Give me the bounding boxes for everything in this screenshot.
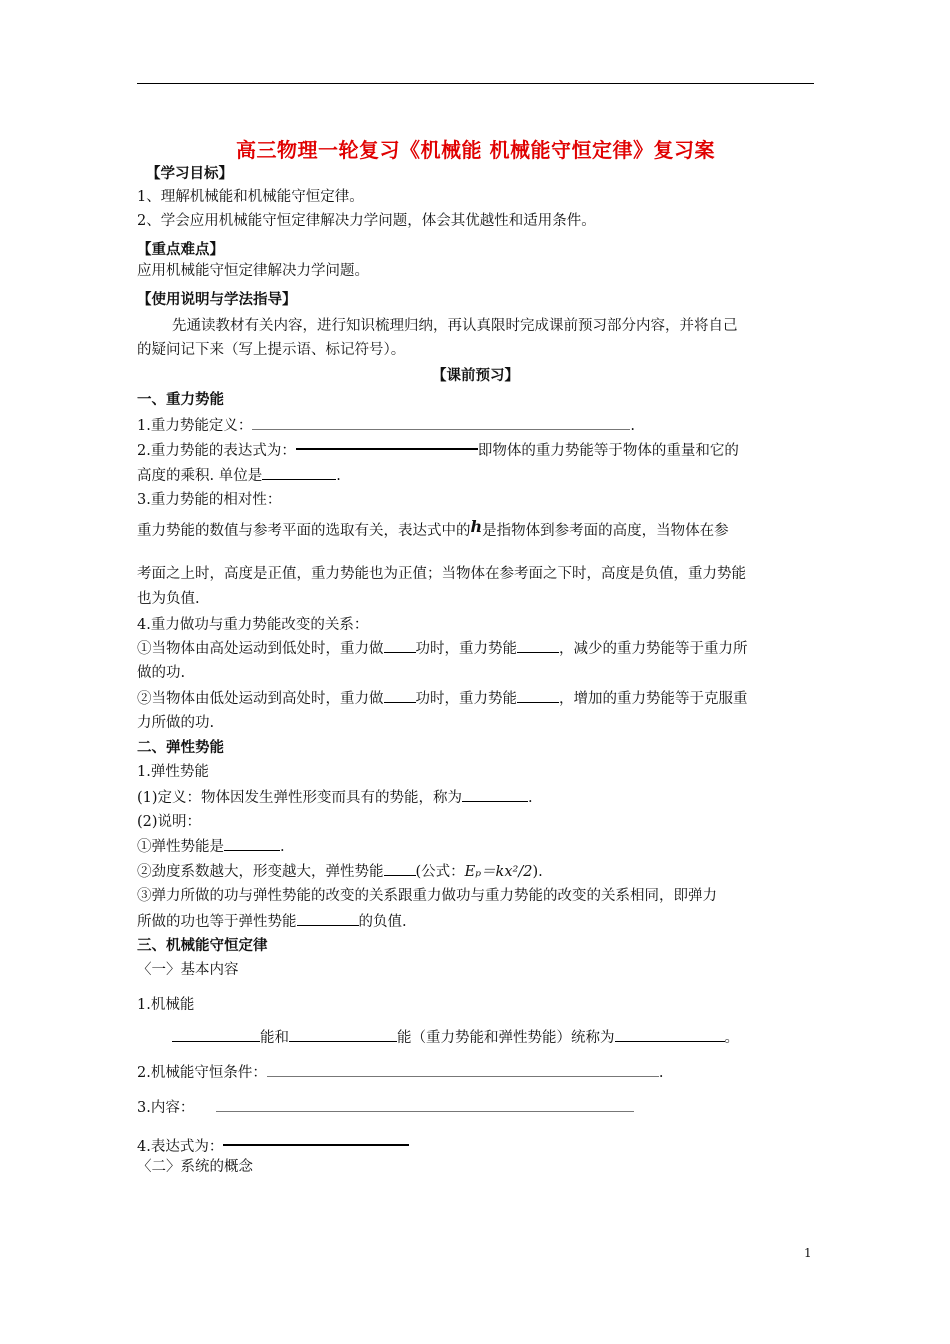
- h-symbol-icon: h: [470, 517, 483, 536]
- s3-m4-label: 4.表达式为：: [137, 1139, 224, 1155]
- s1-para-3: 也为负值.: [137, 591, 200, 607]
- preview-heading: 【课前预习】: [432, 368, 519, 384]
- s2-def-text: (1)定义：物体因发生弹性形变而具有的势能，称为: [137, 790, 463, 806]
- key-text: 应用机械能守恒定律解决力学问题。: [137, 263, 369, 279]
- s3-m1: 1.机械能: [137, 997, 195, 1013]
- s1-q2-unit-label: 高度的乘积. 单位是: [137, 468, 263, 484]
- s1-para-1a: 重力势能的数值与参考平面的选取有关，表达式中的: [137, 523, 471, 539]
- s2-t1: 1.弹性势能: [137, 764, 209, 780]
- s2-t5: [137, 861, 543, 882]
- s1-case-1b: 功时，重力势能: [415, 641, 517, 657]
- s1-case-2a: ②当物体由低处运动到高处时，重力做: [137, 691, 384, 707]
- s3-m2-end: .: [658, 1065, 664, 1081]
- section-2-heading: 二、弹性势能: [137, 740, 224, 756]
- s1-case-2c: ，增加的重力势能等于克服重: [559, 691, 748, 707]
- s1-case-2-blank-1: [384, 688, 416, 703]
- s1-q1: [137, 415, 635, 436]
- s1-q1-label: 1.重力势能定义：: [137, 418, 253, 434]
- s3-m2: [137, 1062, 663, 1083]
- s1-q2-blank: [296, 440, 478, 450]
- s1-case-2b: 功时，重力势能: [415, 691, 517, 707]
- s1-q3: 3.重力势能的相对性：: [137, 492, 282, 508]
- s3-m1-fill: [172, 1027, 739, 1048]
- s2-t4: [137, 836, 285, 857]
- s2-t4-end: .: [280, 839, 285, 855]
- s1-case-1-cont: 做的功.: [137, 665, 186, 681]
- s2-t3: (2)说明：: [137, 814, 202, 830]
- s1-q4: 4.重力做功与重力势能改变的关系：: [137, 617, 369, 633]
- s1-q2-line2: [137, 465, 341, 486]
- s1-case-2: [137, 688, 748, 709]
- s2-def-end: .: [528, 790, 533, 806]
- s1-para-2: 考面之上时，高度是正值，重力势能也为正值；当物体在参考面之下时，高度是负值，重力势能: [137, 566, 746, 582]
- s2-t7-end: 的负值.: [358, 914, 407, 930]
- s3-m3-blank: [216, 1097, 634, 1112]
- s1-para-1b: 是指物体到参考面的高度，当物体在参: [482, 523, 729, 539]
- s3-m3-label: 3.内容：: [137, 1100, 195, 1116]
- s2-t4-text: ①弹性势能是: [137, 839, 224, 855]
- s3-m1-blank-3: [615, 1027, 725, 1042]
- document-title: 高三物理一轮复习《机械能 机械能守恒定律》复习案: [236, 138, 715, 162]
- s1-q1-end: .: [630, 418, 635, 434]
- s1-case-1: [137, 638, 748, 659]
- s2-t4-blank: [224, 836, 280, 851]
- s1-q2: [137, 440, 739, 461]
- s3-sub-1: 〈一〉基本内容: [137, 962, 239, 978]
- goal-item-1: 1、理解机械能和机械能守恒定律。: [137, 189, 364, 205]
- s3-m2-blank: [267, 1062, 659, 1077]
- section-1-heading: 一、重力势能: [137, 392, 224, 408]
- goals-heading: 【学习目标】: [146, 166, 233, 182]
- s2-t5-close: ).: [532, 864, 543, 880]
- guide-line-1: 先通读教材有关内容，进行知识梳理归纳，再认真限时完成课前预习部分内容，并将自己: [172, 318, 738, 334]
- s1-case-1-blank-2: [517, 638, 559, 653]
- s3-m4: [137, 1136, 409, 1157]
- guide-heading: 【使用说明与学法指导】: [137, 292, 297, 308]
- s1-case-2-blank-2: [517, 688, 559, 703]
- s3-m1-blank-2: [289, 1027, 397, 1042]
- elastic-formula: Eₚ＝kx²/2: [464, 864, 533, 880]
- s1-q2-text: 即物体的重力势能等于物体的重量和它的: [477, 443, 739, 459]
- s2-def: [137, 787, 533, 808]
- s1-case-2-cont: 力所做的功.: [137, 715, 215, 731]
- s2-t5-blank: [384, 861, 416, 876]
- s1-q2-label: 2.重力势能的表达式为：: [137, 443, 296, 459]
- s3-m1-c: 。: [724, 1030, 739, 1046]
- s3-m2-label: 2.机械能守恒条件：: [137, 1065, 267, 1081]
- s3-m1-b: 能（重力势能和弹性势能）统称为: [397, 1030, 615, 1046]
- s2-t5-text: ②劲度系数越大，形变越大，弹性势能: [137, 864, 384, 880]
- s1-case-1a: ①当物体由高处运动到低处时，重力做: [137, 641, 384, 657]
- s3-m3: [137, 1097, 634, 1118]
- s3-m4-blank: [223, 1136, 409, 1146]
- s2-t6: ③弹力所做的功与弹性势能的改变的关系跟重力做功与重力势能的改变的关系相同，即弹力: [137, 888, 717, 904]
- s2-t5-open: (公式：: [415, 864, 465, 880]
- goal-item-2: 2、学会应用机械能守恒定律解决力学问题，体会其优越性和适用条件。: [137, 213, 596, 229]
- s1-q1-blank: [252, 415, 630, 430]
- s2-t7: [137, 911, 407, 932]
- s2-t7-blank: [297, 911, 359, 926]
- s1-case-1-blank-1: [384, 638, 416, 653]
- section-3-heading: 三、机械能守恒定律: [137, 938, 268, 954]
- header-rule: [137, 83, 814, 84]
- s1-para-1: [137, 517, 729, 541]
- s3-sub-2: 〈二〉系统的概念: [137, 1159, 253, 1175]
- s3-m1-blank-1: [172, 1027, 260, 1042]
- s1-q2-unit-blank: [262, 465, 336, 480]
- guide-line-2: 的疑问记下来（写上提示语、标记符号）。: [137, 342, 406, 358]
- page-number: 1: [804, 1246, 812, 1260]
- s1-q2-end: .: [336, 468, 341, 484]
- s3-m1-a: 能和: [260, 1030, 289, 1046]
- s1-case-1c: ，减少的重力势能等于重力所: [559, 641, 748, 657]
- key-heading: 【重点难点】: [137, 242, 224, 258]
- s2-def-blank: [462, 787, 528, 802]
- s2-t7-text: 所做的功也等于弹性势能: [137, 914, 297, 930]
